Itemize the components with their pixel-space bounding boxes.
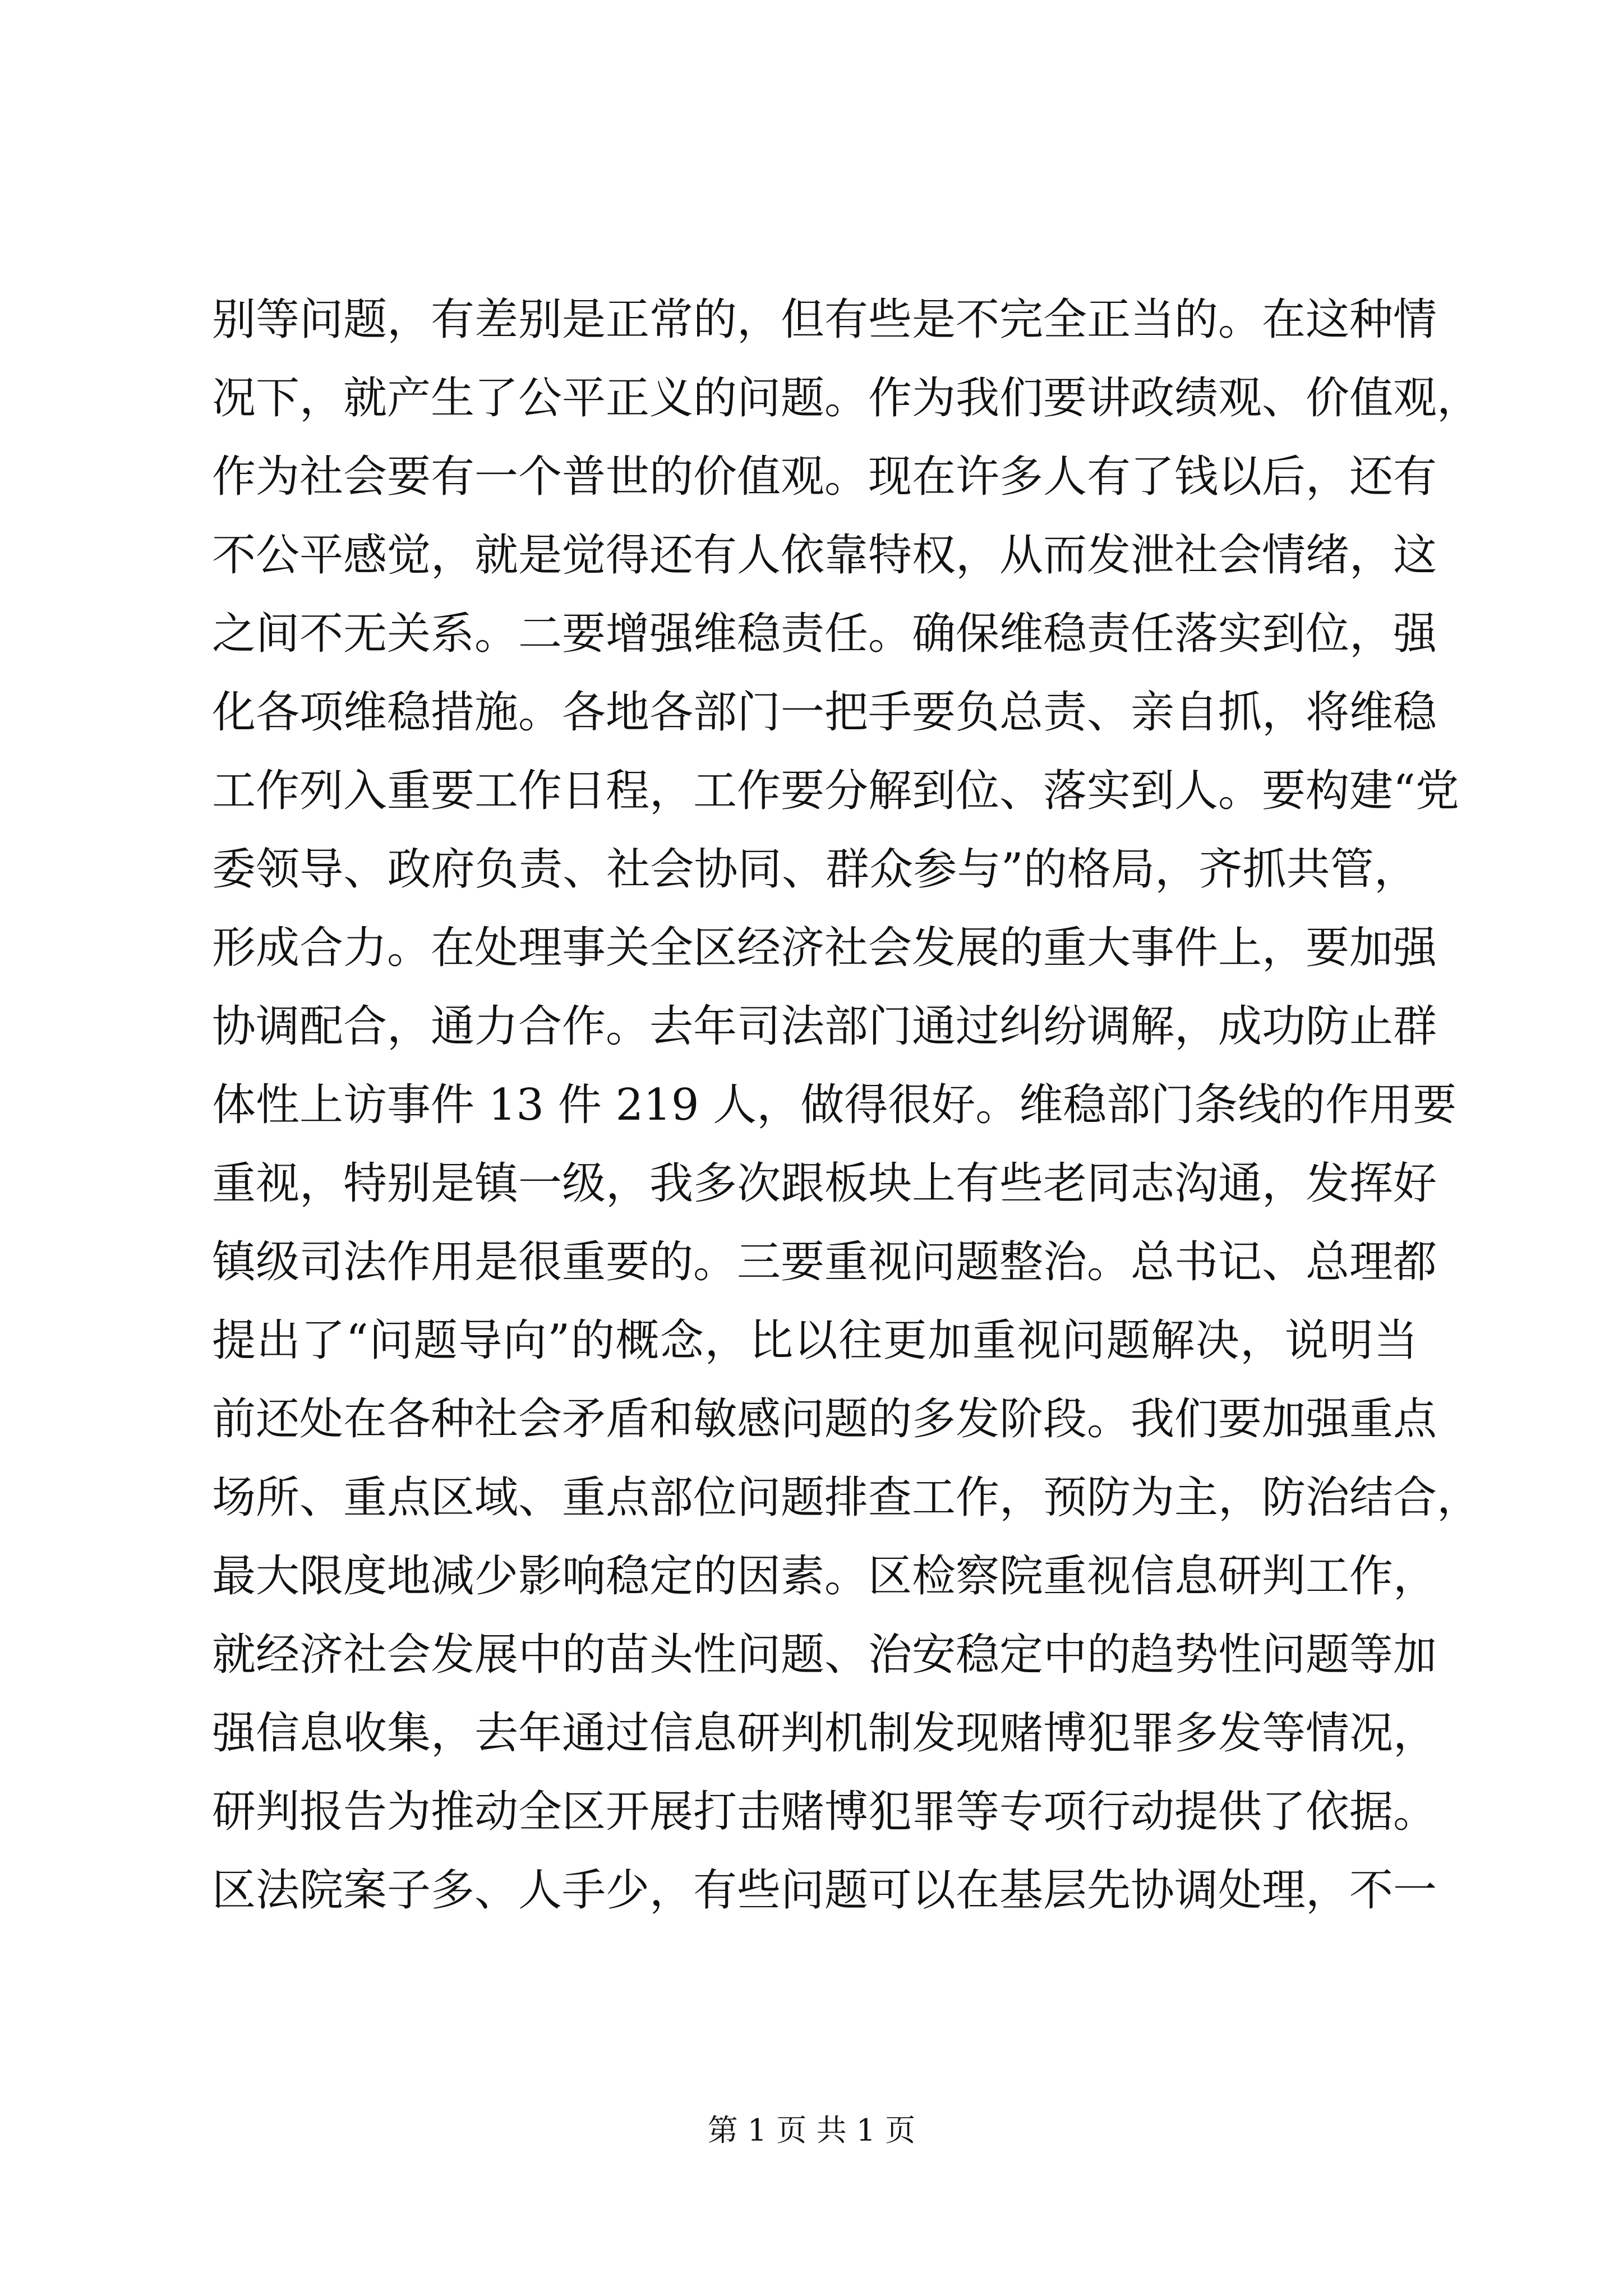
text-line: 最大限度地减少影响稳定的因素。区检察院重视信息研判工作， (212, 1551, 1437, 1602)
text-line: 镇级司法作用是很重要的。三要重视问题整治。总书记、总理都 (212, 1237, 1437, 1287)
text-line: 别等问题，有差别是正常的，但有些是不完全正当的。在这种情 (212, 295, 1437, 345)
text-line: 前还处在各种社会矛盾和敏感问题的多发阶段。我们要加强重点 (212, 1394, 1437, 1444)
text-line: 形成合力。在处理事关全区经济社会发展的重大事件上，要加强 (212, 923, 1437, 973)
text-line: 强信息收集，去年通过信息研判机制发现赌博犯罪多发等情况， (212, 1708, 1437, 1759)
text-line: 场所、重点区域、重点部位问题排查工作，预防为主，防治结合， (212, 1473, 1481, 1523)
text-line: 体性上访事件 13 件 219 人，做得很好。维稳部门条线的作用要 (212, 1080, 1457, 1130)
text-line: 委领导、政府负责、社会协同、群众参与”的格局，齐抓共管， (212, 844, 1418, 895)
body-text (212, 280, 1481, 1930)
text-line: 协调配合，通力合作。去年司法部门通过纠纷调解，成功防止群 (212, 1001, 1437, 1052)
text-line: 之间不无关系。二要增强维稳责任。确保维稳责任落实到位，强 (212, 609, 1437, 659)
page-footer: 第 1 页 共 1 页 (707, 2113, 916, 2148)
text-line: 提出了“问题导向”的概念，比以往更加重视问题解决，说明当 (212, 1315, 1418, 1366)
text-line: 工作列入重要工作日程，工作要分解到位、落实到人。要构建“党 (212, 766, 1459, 816)
text-line: 就经济社会发展中的苗头性问题、治安稳定中的趋势性问题等加 (212, 1630, 1437, 1680)
text-line: 作为社会要有一个普世的价值观。现在许多人有了钱以后，还有 (212, 452, 1437, 502)
text-line: 区法院案子多、人手少，有些问题可以在基层先协调处理，不一 (212, 1865, 1437, 1916)
text-line: 研判报告为推动全区开展打击赌博犯罪等专项行动提供了依据。 (212, 1787, 1437, 1837)
text-line: 不公平感觉，就是觉得还有人依靠特权，从而发泄社会情绪，这 (212, 530, 1437, 581)
text-line: 化各项维稳措施。各地各部门一把手要负总责、亲自抓，将维稳 (212, 687, 1437, 738)
text-line: 况下，就产生了公平正义的问题。作为我们要讲政绩观、价值观， (212, 373, 1481, 424)
text-line: 重视，特别是镇一级，我多次跟板块上有些老同志沟通，发挥好 (212, 1158, 1437, 1209)
